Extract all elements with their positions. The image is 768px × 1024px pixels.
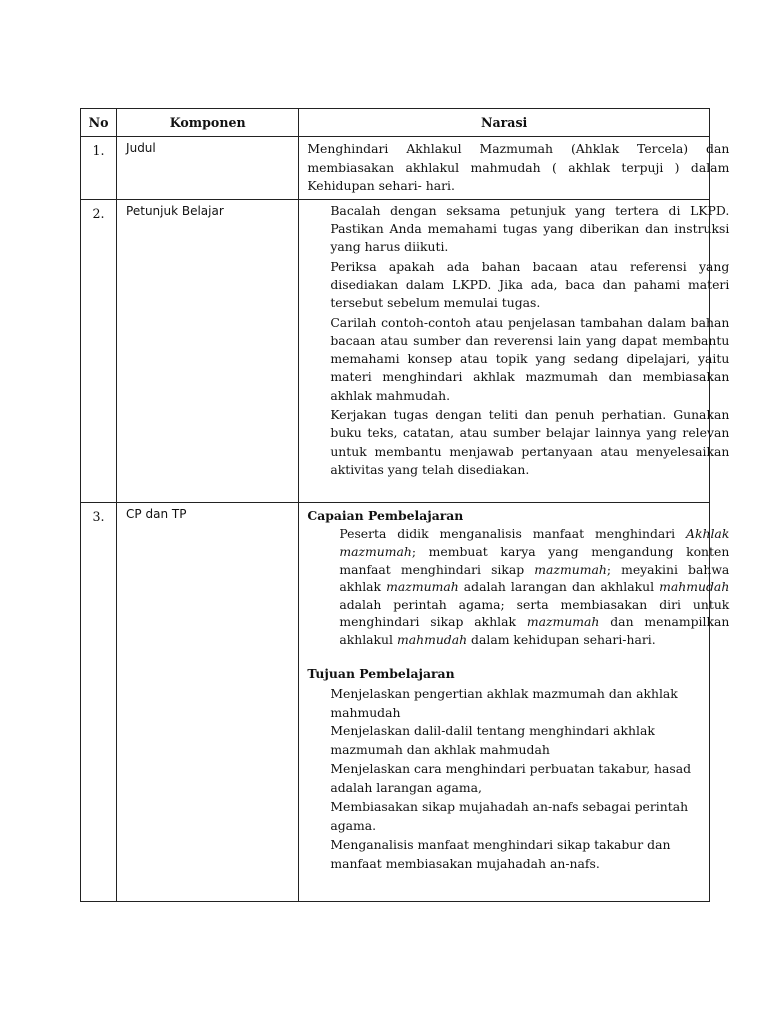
tp-title: Tujuan Pembelajaran bbox=[307, 665, 455, 681]
cp-text-italic: mahmudah bbox=[659, 579, 730, 595]
cp-text-italic: Akhlak mazmumah bbox=[339, 526, 730, 559]
header-no: No bbox=[81, 109, 117, 137]
cp-text-part: ; meyakini bahwa akhlak bbox=[339, 561, 730, 595]
list-item: Menjelaskan cara menghindari perbuatan takabur, hasad adalah larangan agama, bbox=[330, 761, 692, 796]
list-item: Menjelaskan pengertian akhlak mazmumah dan akhlak mahmudah bbox=[330, 685, 678, 720]
list-item: Carilah contoh-contoh atau penjelasan tambahan dalam bahan bacaan atau sumber dan reverensi lain yang dapat membantu memahami konsep atau topik yang sedang dipelajari, yaitu materi menghindari akhlak mazmumah dan membiasakan akhlak mahmudah. bbox=[330, 314, 730, 403]
row-narrative bbox=[299, 503, 730, 902]
cp-text-italic: mazmumah bbox=[526, 614, 600, 630]
table-row bbox=[81, 199, 710, 503]
row-number: 1. bbox=[81, 137, 117, 200]
list-item: Kerjakan tugas dengan teliti dan penuh perhatian. Gunakan buku teks, catatan, atau sumber belajar lainnya yang relevan untuk membantu menjawab pertanyaan atau menyelesaikan aktivitas yang telah disediakan. bbox=[330, 407, 730, 477]
cp-text-part: ; membuat karya yang mengandung konten manfaat menghindari sikap bbox=[339, 543, 730, 577]
list-item: Menganalisis manfaat menghindari sikap takabur dan manfaat membiasakan mujahadah an-nafs. bbox=[330, 836, 671, 871]
cp-text-part: Peserta didik menganalisis manfaat menghindari bbox=[339, 526, 687, 542]
cp-text-part: adalah larangan dan akhlakul bbox=[458, 579, 660, 595]
cp-text-part: dalam kehidupan sehari-hari. bbox=[467, 631, 656, 647]
header-komponen: Komponen bbox=[117, 109, 299, 137]
list-item: Periksa apakah ada bahan bacaan atau referensi yang disediakan dalam LKPD. Jika ada, baca dan pahami materi tersebut sebelum memulai tugas. bbox=[330, 258, 730, 311]
cp-text-part: adalah perintah agama; serta membiasakan diri untuk menghindari sikap akhlak bbox=[339, 596, 730, 630]
study-instructions-list bbox=[299, 200, 729, 503]
cp-text-italic: mazmumah bbox=[534, 561, 607, 577]
cp-text-part: dan menampilkan akhlakul bbox=[339, 614, 730, 647]
row-number: 3. bbox=[81, 503, 117, 902]
cp-title: Capaian Pembelajaran bbox=[307, 508, 464, 524]
row-narrative bbox=[299, 199, 730, 503]
table-row bbox=[81, 503, 710, 902]
learning-objectives-list bbox=[299, 683, 710, 883]
cp-text-italic: mazmumah bbox=[386, 579, 459, 595]
header-narasi: Narasi bbox=[299, 109, 710, 137]
row-component: CP dan TP bbox=[117, 503, 299, 902]
list-item: Membiasakan sikap mujahadah an-nafs sebagai perintah agama. bbox=[330, 798, 689, 833]
list-item: Bacalah dengan seksama petunjuk yang tertera di LKPD. Pastikan Anda memahami tugas yang diberikan dan instruksi yang harus diikuti. bbox=[330, 202, 730, 255]
table-header-row bbox=[81, 109, 710, 137]
table-row bbox=[81, 137, 710, 200]
cp-text bbox=[299, 525, 729, 648]
row-component: Petunjuk Belajar bbox=[117, 199, 299, 503]
components-table bbox=[80, 108, 730, 902]
row-component: Judul bbox=[117, 137, 299, 200]
judul-text: Menghindari Akhlakul Mazmumah (Ahklak Tercela) dan membiasakan akhlakul mahmudah ( akhlak terpuji ) dalam Kehidupan sehari- hari. bbox=[307, 141, 730, 194]
cp-text-italic: mahmudah bbox=[396, 631, 468, 647]
list-item: Menjelaskan dalil-dalil tentang menghindari akhlak mazmumah dan akhlak mahmudah bbox=[330, 723, 655, 758]
row-number: 2. bbox=[81, 199, 117, 503]
row-narrative bbox=[299, 137, 730, 200]
